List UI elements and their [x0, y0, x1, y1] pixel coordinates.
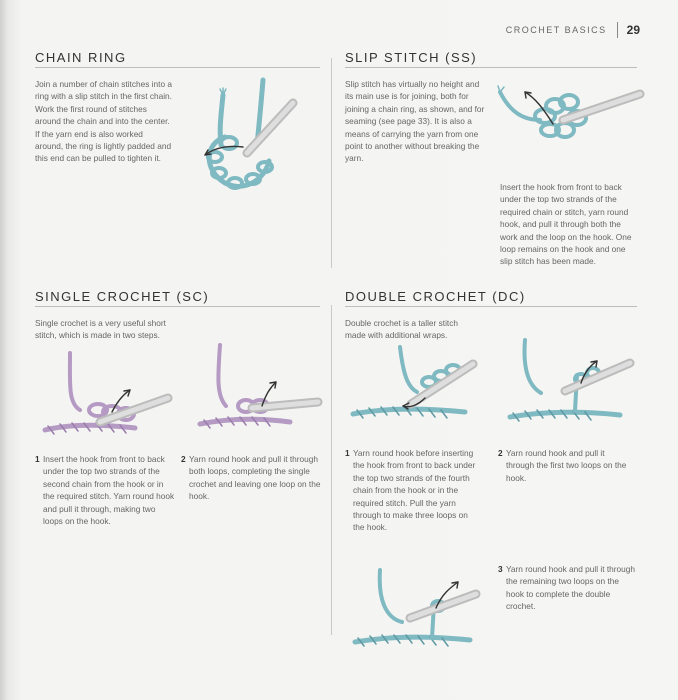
double-crochet-step1-illustration	[345, 342, 475, 432]
slip-stitch-title: SLIP STITCH (SS)	[345, 50, 478, 65]
step-text: Yarn round hook and pull it through both loops, completing the single crochet and leaving one loop on the hook.	[189, 454, 321, 502]
double-crochet-step-1	[345, 447, 480, 534]
single-crochet-title: SINGLE CROCHET (SC)	[35, 289, 210, 304]
double-crochet-rule	[345, 306, 637, 307]
slip-stitch-illustration	[495, 72, 645, 172]
running-head	[506, 22, 640, 38]
single-crochet-rule	[35, 306, 320, 307]
step-text: Yarn round hook and pull it through the first two loops on the hook.	[506, 448, 627, 483]
step-number: 1	[345, 448, 350, 458]
slip-stitch-rule	[345, 67, 637, 68]
column-divider-top	[331, 58, 332, 268]
running-head-divider	[617, 22, 618, 38]
step-number: 2	[498, 448, 503, 458]
chain-ring-illustration	[185, 75, 325, 205]
step-number: 1	[35, 454, 40, 464]
step-number: 3	[498, 564, 503, 574]
page-number: 29	[626, 23, 640, 37]
chain-ring-text: Join a number of chain stitches into a ring with a slip stitch in the first chain. Work the first round of stitches around the chain and into the center. If the yarn end is also worked around, the ring is lightly padded and this end can be pulled to tighten it.	[35, 79, 172, 164]
double-crochet-step3-illustration	[350, 560, 480, 655]
step-number: 2	[181, 454, 186, 464]
step-text: Yarn round hook and pull it through the remaining two loops on the hook to complete the double crochet.	[506, 564, 635, 612]
single-crochet-text: Single crochet is a very useful short stitch, which is made in two steps.	[35, 318, 166, 341]
single-crochet-step1-illustration	[40, 348, 170, 448]
double-crochet-step-2	[498, 447, 633, 484]
double-crochet-text: Double crochet is a taller stitch made with additional wraps.	[345, 318, 458, 341]
single-crochet-step2-illustration	[190, 340, 320, 440]
single-crochet-step-1	[35, 453, 175, 527]
double-crochet-title: DOUBLE CROCHET (DC)	[345, 289, 526, 304]
slip-stitch-caption: Insert the hook from front to back under the top two strands of the required chain or stitch, yarn round hook, and pull it through both the work and the loop on the hook. One loop remains on the hook and one slip stitch has been made.	[500, 182, 632, 267]
slip-stitch-text: Slip stitch has virtually no height and its main use is for joining, both for joining a chain ring, as shown, and for seaming (see page 33). It is also a means of carrying the yarn from one point to another without breaking the yarn.	[345, 79, 485, 164]
column-divider-bottom	[331, 305, 332, 635]
chain-ring-title: CHAIN RING	[35, 50, 127, 65]
step-text: Insert the hook from front to back under the top two strands of the second chain from the hook or in the required stitch. Yarn round hook and pull it through, making two loops on the hook.	[43, 454, 175, 527]
double-crochet-step-3	[498, 563, 638, 613]
chain-ring-rule	[35, 67, 320, 68]
single-crochet-step-2	[181, 453, 321, 503]
double-crochet-step2-illustration	[505, 335, 635, 430]
running-head-section: CROCHET BASICS	[505, 25, 607, 35]
step-text: Yarn round hook before inserting the hook from front to back under the top two strands of the fourth chain from the hook or in the required stitch. Pull the yarn through to make three loops on the hook.	[353, 448, 476, 533]
